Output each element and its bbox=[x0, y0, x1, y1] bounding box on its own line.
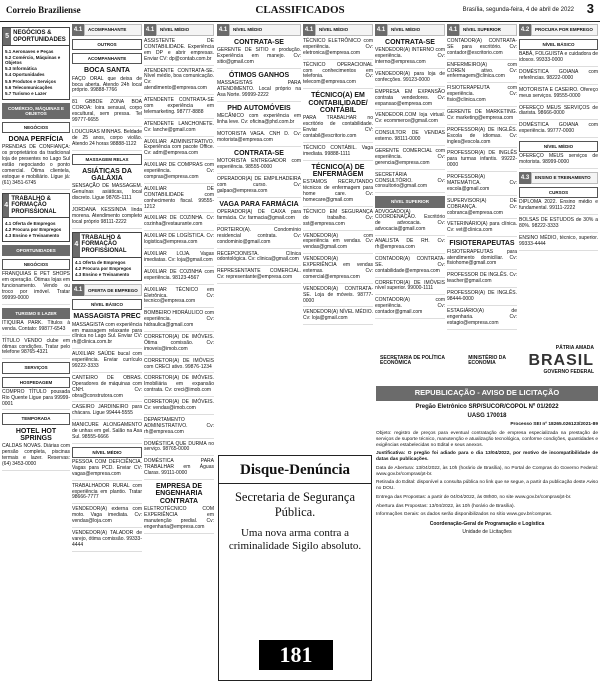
classified-ad: AUXILIAR DE CONTABILIDADE com conhecimento fiscal. 99555-1212 bbox=[144, 187, 214, 214]
classified-ad: CORRETOR(A) DE IMÓVEIS. Ótima comissão. Cv: imoveis@imob.com bbox=[144, 335, 214, 356]
classified-ad: CORRETOR(A) DE IMÓVEIS. Imobiliária em expansão contrata. Cv: creci@imob.com bbox=[144, 376, 214, 397]
subcategory-heading: NEGÓCIOS bbox=[2, 122, 70, 133]
classified-ad: MECÂNICO com experiência em linha leve. Cv: oficina@phd.com.br bbox=[217, 114, 301, 129]
classified-ad: ESTAGIÁRIO(A) de engenharia. Cv: estagio@empresa.com bbox=[447, 309, 517, 330]
ad-headline: FISIOTERAPEUTAS bbox=[449, 240, 515, 248]
tab-number: 4.1 bbox=[72, 24, 84, 36]
category-item[interactable]: 5.6 Telecomunicações bbox=[5, 84, 53, 90]
classified-ad: DOMÉSTICA GOIANA com referências. 98222-0000 bbox=[519, 70, 598, 85]
subcategory-heading: HOSPEDAGEM bbox=[2, 377, 70, 388]
classified-ad: FISIOTERAPEUTA com experiência. Cv: fisio@clinica.com bbox=[447, 86, 517, 107]
ad-headline: EMPRESA DE ENGENHARIA CONTRATA bbox=[155, 482, 203, 505]
category-tab bbox=[375, 24, 445, 36]
notice-process: Processo SEI nº 18265.026123/2021-89 bbox=[510, 422, 598, 428]
column-8 bbox=[519, 24, 598, 357]
classified-ad: TÉCNICO OPERACIONAL com conhecimentos em telefonia. Cv: telecom@empresa.com bbox=[303, 63, 373, 90]
tab-label: NÍVEL SUPERIOR bbox=[459, 24, 517, 36]
ad-headline: HOTEL HOT SPRINGS bbox=[15, 427, 57, 442]
classified-ad: TÉCNICO CONTÁBIL. Vaga imediata. 99888-1111 bbox=[303, 146, 373, 161]
disque-subtitle: Secretaria de Segurança Pública. bbox=[234, 490, 356, 519]
disque-phone-number: 181 bbox=[259, 640, 333, 670]
classified-ad: MOTORISTA ENTREGADOR com experiência. 98555-0000 bbox=[217, 159, 301, 174]
category-tab bbox=[217, 24, 301, 36]
classified-ad: AUXILIAR DE COZINHA. Cv: cozinha@restaurante.com bbox=[144, 216, 214, 231]
category-list bbox=[73, 258, 141, 281]
classified-ad: VENDEDOR(A) NÍVEL MÉDIO. Cv: loja@gmail.com bbox=[303, 310, 373, 325]
subcategory-heading: NÍVEL MÉDIO bbox=[72, 447, 142, 458]
subcategory-heading: ACOMPANHANTE bbox=[72, 53, 142, 64]
subcategory-heading: NÍVEL BÁSICO bbox=[72, 299, 142, 310]
subcategory-heading: OPORTUNIDADES bbox=[2, 245, 70, 256]
classified-ad: VENDEDOR(A) TALADOR de varejo, ótima comissão. 99333-4444 bbox=[72, 531, 142, 552]
classified-ad: REPRESENTANTE COMERCIAL. Cv: representante@empresa.com bbox=[217, 269, 301, 284]
brasil-logo bbox=[528, 346, 594, 375]
classified-ad: OFEREÇO MEUS serviços de motorista. 98999-0000 bbox=[519, 154, 598, 169]
classified-ad: CANTEIRO DE OBRAS. Operadores de máquinas com CNH. Cv: obra@construtora.com bbox=[72, 376, 142, 403]
ad-headline: CONTRATA-SE bbox=[234, 149, 284, 157]
tab-label: NÍVEL MÉDIO bbox=[156, 24, 214, 36]
subcategory-heading: NÍVEL MÉDIO bbox=[519, 141, 598, 152]
classified-ad: DOMÉSTICA GOIANA com experiência. 99777-0000 bbox=[519, 123, 598, 138]
classified-ad: OPERADOR(A) DE CAIXA para farmácia. Cv: farmacia@gmail.com bbox=[217, 210, 301, 225]
column-4 bbox=[217, 24, 301, 452]
section-title: CLASSIFICADOS bbox=[255, 4, 345, 16]
classified-ad: MANICURE ALONGAMENTO de unhas em gel. Salão na Asa Sul. 98555-6666 bbox=[72, 423, 142, 444]
classified-ad: BOLSAS DE ESTUDOS de 30% a 80%. 98222-3333 bbox=[519, 218, 598, 233]
notice-paragraph: Data de Abertura: 13/04/2022, às 10h (horário de Brasília), no Portal de Compras do Governo Federal: www.gov.br/compras/pt-br. bbox=[376, 465, 598, 477]
classified-ad: ENSINO MÉDIO, técnico, superior. 99333-4444 bbox=[519, 236, 598, 251]
category-number: 4 bbox=[73, 233, 80, 257]
category-number: 5 bbox=[3, 28, 11, 45]
classified-ad: SUPERVISOR(A) DE COBRANÇA. Cv: cobranca@empresa.com bbox=[447, 199, 517, 220]
column-7 bbox=[447, 24, 517, 357]
disque-title: Disque-Denúncia bbox=[219, 462, 371, 484]
page-header bbox=[0, 0, 600, 22]
subcategory-heading: OUTROS bbox=[72, 39, 142, 50]
notice-paragraph: Justificativa: O pregão foi adiado para o dia 13/04/2022, por motivo de incompatibilidade de datas das publicações. bbox=[376, 451, 598, 463]
classified-ad: BOMBEIRO HIDRÁULICO com experiência. Cv: hidraulica@gmail.com bbox=[144, 311, 214, 332]
tab-label: NÍVEL MÉDIO bbox=[315, 24, 373, 36]
column-1 bbox=[2, 24, 70, 682]
classified-ad: CORRETOR(A) DE IMÓVEIS. Cv: vendas@imob.com bbox=[144, 400, 214, 415]
category-item[interactable]: 5.1 Aeronaves e Peças bbox=[5, 48, 54, 54]
notice-title: REPUBLICAÇÃO - AVISO DE LICITAÇÃO bbox=[376, 386, 598, 401]
classified-ad: PROFESSOR DE INGLÊS. Cv: teacher@gmail.com bbox=[447, 273, 517, 288]
secretaria-logo: SECRETARIA DE POLÍTICA ECONÔMICA bbox=[380, 354, 445, 366]
bid-notice bbox=[376, 386, 598, 682]
category-item[interactable]: 5.5 Produtos e Serviços bbox=[5, 78, 57, 84]
classified-ad: AUXILIAR SAÚDE bucal com experiência. Enviar currículo 99222-3333 bbox=[72, 352, 142, 373]
classified-ad: DOMÉSTICA QUE DURMA no serviço. 98765-0000 bbox=[144, 442, 214, 457]
subcategory-heading: SERVIÇOS bbox=[2, 362, 70, 373]
classified-ad: FISIOTERAPEUTAS para atendimento domiciliar. Cv: fisiohome@gmail.com bbox=[447, 250, 517, 271]
notice-paragraph: Abertura das Propostas: 13/04/2022, às 10h (horário de Brasília). bbox=[376, 503, 515, 509]
classified-ad: PARA TRABALHAR no escritório de contabilidade. Enviar CV: contabil@escritorio.com bbox=[303, 116, 373, 143]
classified-ad: RECEPCIONISTA. Clínica odontológica. Cv: clinica@gmail.com bbox=[217, 252, 301, 267]
subcategory-heading: TEMPORADA bbox=[2, 413, 70, 424]
classified-ad: CORRETOR(A) DE IMÓVEIS nível superior. 99000-1111 bbox=[375, 281, 445, 296]
category-item[interactable]: 4.1 Oferta de Empregos bbox=[75, 260, 126, 266]
classified-ad: MOTORISTA VAGA. CNH D. Cv: motorista@empresa.com bbox=[217, 132, 301, 147]
tab-label: OFERTA DE EMPREGO bbox=[84, 284, 142, 296]
brasil-logo-word: BRASIL bbox=[528, 351, 594, 369]
classified-ad: CONSULTOR DE VENDAS externo. 98111-0000 bbox=[375, 131, 445, 146]
tab-number: 4.1 bbox=[447, 24, 459, 36]
classified-ad: ASSISTENTE DE CONTABILIDADE. Experiência em DP e abrir empresas. Enviar CV: dp@contab.com.br bbox=[144, 39, 214, 66]
brasil-logo-sub: GOVERNO FEDERAL bbox=[543, 369, 594, 376]
classified-ad: TRABALHADOR RURAL com experiência em plantio. Tratar 98666-7777 bbox=[72, 484, 142, 505]
classified-ad: VETERINÁRIO(A) para clínica. Cv: vet@clinica.com bbox=[447, 222, 517, 237]
category-list bbox=[3, 46, 69, 98]
classified-ad: AUXILIAR DE COMPRAS com experiência. Cv: compras@empresa.com bbox=[144, 163, 214, 184]
classified-ad: FAÇO ORAL que deixa de boca aberta. Atendo 24h local próprio. 99888-7766 bbox=[72, 77, 142, 98]
ad-headline: MASSAGISTA PREC bbox=[73, 313, 141, 321]
notice-paragraph: Objeto: registro de preços para eventual contratação de empresa especializada na prestação de serviços de suporte técnico, manutenção e atualização tecnológica, conforme condições, quantidades e exigências estabelecidas no Edital e seus anexos. bbox=[376, 431, 598, 448]
tab-label: NÍVEL MÉDIO bbox=[229, 24, 301, 36]
classified-ad: PORTEIRO(A). Condomínio residencial contrata. Cv: condominio@gmail.com bbox=[217, 228, 301, 249]
ad-headline: ASIÁTICAS DA GALÁXIA bbox=[82, 167, 132, 183]
category-title: TRABALHO & FORMAÇÃO PROFISSIONAL bbox=[81, 234, 127, 254]
category-tab bbox=[303, 24, 373, 36]
subcategory-heading: TURISMO E LAZER bbox=[2, 308, 70, 319]
ad-headline: ÓTIMOS GANHOS bbox=[228, 72, 290, 80]
tab-number: 4.1 bbox=[217, 24, 229, 36]
classified-ad: DOMÉSTICA PARA TRABALHAR em Águas Claras. 99111-0000 bbox=[144, 459, 214, 480]
subcategory-heading: COMÉRCIO, MÁQUINAS E OBJETOS bbox=[2, 103, 70, 119]
category-item[interactable]: 5.2 Comércio, Máquinas e Objetos bbox=[5, 54, 61, 66]
classified-ad: VENDEDOR(A) CONTRATA-SE. Loja de móveis. 98777-0000 bbox=[303, 287, 373, 308]
subcategory-heading: NEGÓCIOS bbox=[2, 259, 70, 270]
classified-ad: PESSOA COM DEFICIÊNCIA. Vagas para PCD. Enviar CV: vagas@empresa.com bbox=[72, 460, 142, 481]
classified-ad: AUXILIAR DE COZINHA com experiência. 98123-4567 bbox=[144, 270, 214, 285]
classified-ad: JORDANA KESSINDA linda morena. Atendimento completo local próprio 98111-2222 bbox=[72, 208, 142, 229]
issue-date: Brasília, segunda-feira, 4 de abril de 2022 bbox=[462, 7, 574, 13]
page-number: 3 bbox=[586, 1, 594, 16]
government-logos bbox=[376, 340, 598, 382]
category-item[interactable]: 5.3 Informática bbox=[5, 66, 37, 72]
classified-ad: ITIQUIRA PARK. Títulos à venda. Contato: 99877-6543 bbox=[2, 321, 70, 336]
classified-ad: VENDEDOR(A) com experiência em vendas. Cv: vendas@gmail.com bbox=[303, 234, 373, 255]
ad-headline: TÉCNICO(A) DE ENFERMAGEM bbox=[311, 163, 365, 178]
subcategory-heading: NÍVEL SUPERIOR bbox=[375, 196, 445, 207]
classified-ad: ENFERMEIRO(A) com COREN ativo. Cv: enfermagem@clinica.com bbox=[447, 63, 517, 84]
classified-ad: PROFESSOR(A) DE INGLÊS para turmas infantis. 99222-0000 bbox=[447, 151, 517, 172]
classified-ad: TÍTULO VENDO clube em ótimas condições. Tratar pelo telefone 98765-4321 bbox=[2, 339, 70, 360]
tab-label: NÍVEL MÉDIO bbox=[387, 24, 445, 36]
category-item[interactable]: 4.2 Procura por Empregos bbox=[75, 266, 132, 272]
ad-headline: PHD AUTOMÓVEIS bbox=[227, 105, 291, 113]
category-number: 4 bbox=[3, 194, 9, 218]
tab-number: 4.1 bbox=[375, 24, 387, 36]
tab-number: 4.1 bbox=[303, 24, 315, 36]
classified-ad: 81 GBBDE ZONA BOA COROA: loira sensual, corpo escultural, sem pressa. Tel 99777-6655 bbox=[72, 100, 142, 127]
classified-ad: CASEIRO JARDINEIRO para chácara. Ligue 99444-5555 bbox=[72, 405, 142, 420]
classified-ad: VENDEDOR(A) EXPERIÊNCIA em vendas externas. Cv: comercial@empresa.com bbox=[303, 257, 373, 284]
notice-signature: Coordenação-Geral de Programação e Logística bbox=[429, 521, 545, 528]
ad-headline: TÉCNICO(A) EM CONTABILIDADE/ CONTÁBIL bbox=[308, 92, 368, 114]
classified-ad: AUXILIAR DE LOGÍSTICA. Cv: logistica@empresa.com bbox=[144, 234, 214, 249]
classified-ad: FRANQUIAS E PET SHOPS em operação. Ótimas lojas em funcionamento. Vendo ou troco por imóvel. Tratar 99999-0000 bbox=[2, 272, 70, 304]
classified-ad: MASSAGISTA com experiência em massagem relaxante para clínica no Lago Sul. Enviar CV: rh@clinica.com.br bbox=[72, 323, 142, 350]
category-tab bbox=[519, 172, 598, 184]
ministerio-logo: MINISTÉRIO DA ECONOMIA bbox=[468, 354, 506, 366]
classified-ad: BABÁ, FOLGUISTA e cuidadora de idosos. 99333-0000 bbox=[519, 52, 598, 67]
disque-denuncia-ad bbox=[218, 455, 372, 681]
classified-ad: ATENDENTE LANCHONETE. Cv: lanche@gmail.com bbox=[144, 122, 214, 137]
classified-ad: GERENTE DE MARKETING. Cv: marketing@empresa.com bbox=[447, 110, 517, 125]
disque-tagline: Uma nova arma contra a criminalidade Sigilo absoluto. bbox=[228, 527, 362, 552]
classified-ad: PROFESSOR(A) MATEMÁTICA. Cv: escola@gmail.com bbox=[447, 175, 517, 196]
category-item[interactable]: 4.3 Ensino e Treinamento bbox=[75, 272, 130, 278]
classified-ad: CALDAS NOVAS. Diárias com pensão completa, piscinas termais e lazer. Reservas: (64) 3453-0000 bbox=[2, 444, 70, 471]
ad-headline: CONTRATA-SE bbox=[234, 39, 284, 46]
category-tab bbox=[519, 24, 598, 36]
category-item[interactable]: 4.2 Procura por Empregos bbox=[5, 227, 62, 233]
tab-number: 4.3 bbox=[519, 172, 531, 184]
classified-ad: ATENDENTE CONTRATA-SE. Nível médio, boa comunicação. Cv: atendimento@empresa.com bbox=[144, 69, 214, 96]
classified-ad: VENDEDOR(A) para loja de confecções. 99123-0000 bbox=[375, 72, 445, 87]
classified-ad: CONTADOR(A) CONTRATA-SE para escritório. Cv: contador@escritorio.com bbox=[447, 39, 517, 60]
classified-ad: ESTAMOS RECRUTANDO técnicos de enfermagem para home care. Cv: homecare@gmail.com bbox=[303, 180, 373, 207]
classified-ad: CONTADOR(A) com experiência. Cv: contador@gmail.com bbox=[375, 298, 445, 319]
category-tab bbox=[144, 24, 214, 36]
category-box-trabalho bbox=[2, 193, 70, 242]
classified-ad: ELETROTÉCNICO COM EXPERIÊNCIA em manutenção predial. Cv: engenharia@empresa.com bbox=[144, 507, 214, 534]
classified-ad: TÉCNICO ELETRÔNICO com experiência. Cv: eletronica@empresa.com bbox=[303, 39, 373, 60]
category-item[interactable]: 5.4 Oportunidades bbox=[5, 72, 45, 78]
classified-ad: OFEREÇO MEUS SERVIÇOS de diarista. 98666-0000 bbox=[519, 106, 598, 121]
category-item[interactable]: 4.3 Ensino e Treinamento bbox=[5, 233, 60, 239]
notice-uasg: UASG 170018 bbox=[467, 412, 507, 419]
tab-label: ENSINO E TREINAMENTO bbox=[531, 172, 598, 184]
category-item[interactable]: 4.1 Oferta de Empregos bbox=[5, 220, 56, 226]
tab-number: 4.1 bbox=[72, 284, 84, 296]
ad-headline: CONTRATA-SE bbox=[385, 39, 435, 46]
tab-number: 4.1 bbox=[144, 24, 156, 36]
classified-ad: PROFESSOR(A) DE INGLÊS. 98444-0000 bbox=[447, 291, 517, 306]
category-list bbox=[3, 218, 69, 241]
classified-ad: AUXILIAR TÉCNICO em Eletrônica. Cv: tecnico@empresa.com bbox=[144, 288, 214, 309]
classified-ad: GERENTE COMERCIAL com experiência. Cv: gerencia@empresa.com bbox=[375, 149, 445, 170]
classified-ad: SENSAÇÃO DE MASSAGEM. Genuínas asiáticas, local discreto. Ligue 98765-1111 bbox=[72, 184, 142, 205]
category-box-negocios bbox=[2, 27, 70, 100]
classified-ad: VENDEDOR.COM loja virtual. Cv: ecommerce@gmail.com bbox=[375, 113, 445, 128]
category-title: TRABALHO & FORMAÇÃO PROFISSIONAL bbox=[11, 195, 57, 215]
classified-ad: MASSAGISTAS PARA ATENDIMENTO. Local próprio na Asa Norte. 99999-2222 bbox=[217, 81, 301, 102]
ad-headline: DONA PERFÍCIA bbox=[8, 136, 64, 144]
tab-label: PROCURA POR EMPREGO bbox=[531, 24, 598, 36]
category-title: NEGÓCIOS & OPORTUNIDADES bbox=[13, 30, 66, 43]
classified-ad: CONTADOR(A) CONTRATA-SE. Cv: contabilidade@empresa.com bbox=[375, 257, 445, 278]
ad-headline: BOCA SANTA bbox=[84, 67, 130, 75]
classified-ad: GERENTE DE SITIO e produção. Experiência em manejo. Cv: sitio@gmail.com bbox=[217, 48, 301, 69]
classified-ad: SECRETÁRIA CONSULTÓRIO. Cv: consultorio@gmail.com bbox=[375, 173, 445, 194]
classified-ad: DEPARTAMENTO ADMINISTRATIVO. Cv: rh@empresa.com bbox=[144, 418, 214, 439]
classified-ad: PRENDAS DE CONFIANÇA: os proprietários da tradicional loja de presentes no Lago Sul estão negociando o ponto comercial. Ótima clientela, estoque e mobiliário. Ligue já: (61) 3451-6745 bbox=[2, 145, 70, 189]
column-2 bbox=[72, 24, 142, 682]
subcategory-heading: NÍVEL BÁSICO bbox=[519, 39, 598, 50]
classified-ad: EMPRESA EM EXPANSÃO contrata vendedores. Cv: expansao@empresa.com bbox=[375, 90, 445, 111]
classified-ad: MOTORISTA E CASEIRO. Ofereço meus serviços. 99555-0000 bbox=[519, 88, 598, 103]
classified-ad: AUXILIAR LOJA. Vagas imediatas. Cv: loja@gmail.com bbox=[144, 252, 214, 267]
tab-label: ACOMPANHANTE bbox=[84, 24, 142, 36]
classified-ad: PROFESSOR(A) DE INGLÊS. Escola de idiomas. Cv: ingles@escola.com bbox=[447, 128, 517, 149]
notice-paragraph: Entrega das Propostas: a partir de 04/04/2022, às 08h00, no site www.gov.br/compras/pt-br. bbox=[376, 494, 572, 500]
column-5 bbox=[303, 24, 373, 322]
brasil-logo-top: PÁTRIA AMADA bbox=[555, 345, 594, 352]
column-6 bbox=[375, 24, 445, 316]
category-tab bbox=[447, 24, 517, 36]
classified-ad: COMPRO TÍTULO pousada Rio Quente Ligue para 99999-0001 bbox=[2, 390, 70, 411]
subcategory-heading: CURSOS bbox=[519, 187, 598, 198]
ad-headline: VAGA PARA FARMÁCIA bbox=[219, 200, 299, 208]
classified-ad: TÉCNICO EM SEGURANÇA do trabalho. Cv: sst@empresa.com bbox=[303, 210, 373, 231]
classified-ad: DIPLOMA 2022. Ensino médio e fundamental. 99111-2222 bbox=[519, 200, 598, 215]
notice-paragraph: Informações Gerais: os dados serão disponibilizados no sítio www.gov.br/compras. bbox=[376, 512, 553, 518]
column-3 bbox=[144, 24, 215, 530]
category-tab bbox=[72, 284, 142, 296]
category-box-trabalho bbox=[72, 232, 142, 281]
category-item[interactable]: 5.7 Turismo e Lazer bbox=[5, 90, 47, 96]
tab-number: 4.2 bbox=[519, 24, 531, 36]
classified-ad: VENDEDOR(A) INTERNO com experiência. Cv: interno@empresa.com bbox=[375, 48, 445, 69]
notice-subtitle: Pregão Eletrônico SRP/SUCOR/COPOL Nº 01/2022 bbox=[415, 403, 559, 410]
classified-ad: CORRETOR(A) DE IMÓVEIS com CRECI ativo. 99876-1234 bbox=[144, 359, 214, 374]
subcategory-heading: MASSAGEM RELAX bbox=[72, 154, 142, 165]
classified-ad: VENDEDOR(A) externa com moto. Vaga imediata. Cv: vendas@loja.com bbox=[72, 507, 142, 528]
category-tab bbox=[72, 24, 142, 36]
newspaper-name: Correio Braziliense bbox=[6, 5, 81, 15]
classified-ad: ANALISTA DE RH. Cv: rh@empresa.com bbox=[375, 239, 445, 254]
classified-ad: ADVOGADO(A) COORDENAÇÃO. Escritório de advocacia. Cv: advocacia@gmail.com bbox=[375, 210, 445, 237]
classified-ad: OPERADOR(A) DE EMPILHADEIRA com curso. Cv: galpao@empresa.com bbox=[217, 177, 301, 198]
classified-ad: LOUCURAS MINHAS. Beldade de 25 anos, corpo violão. Atendo 24 horas 98888-1122 bbox=[72, 130, 142, 151]
notice-paragraph: Retirada do Edital: disponível a consulta pública no link que se segue, a partir da publicação deste Aviso no DOU. bbox=[376, 480, 598, 492]
classified-ad: AUXILIAR ADMINISTRATIVO. Experiência com pacote Office. Cv: adm@empresa.com bbox=[144, 140, 214, 161]
classified-ad: ATENDENTE CONTRATA-SE com experiência em telemarketing. 98777-8888 bbox=[144, 98, 214, 119]
notice-signature-unit: Unidade de Licitações bbox=[462, 529, 512, 536]
